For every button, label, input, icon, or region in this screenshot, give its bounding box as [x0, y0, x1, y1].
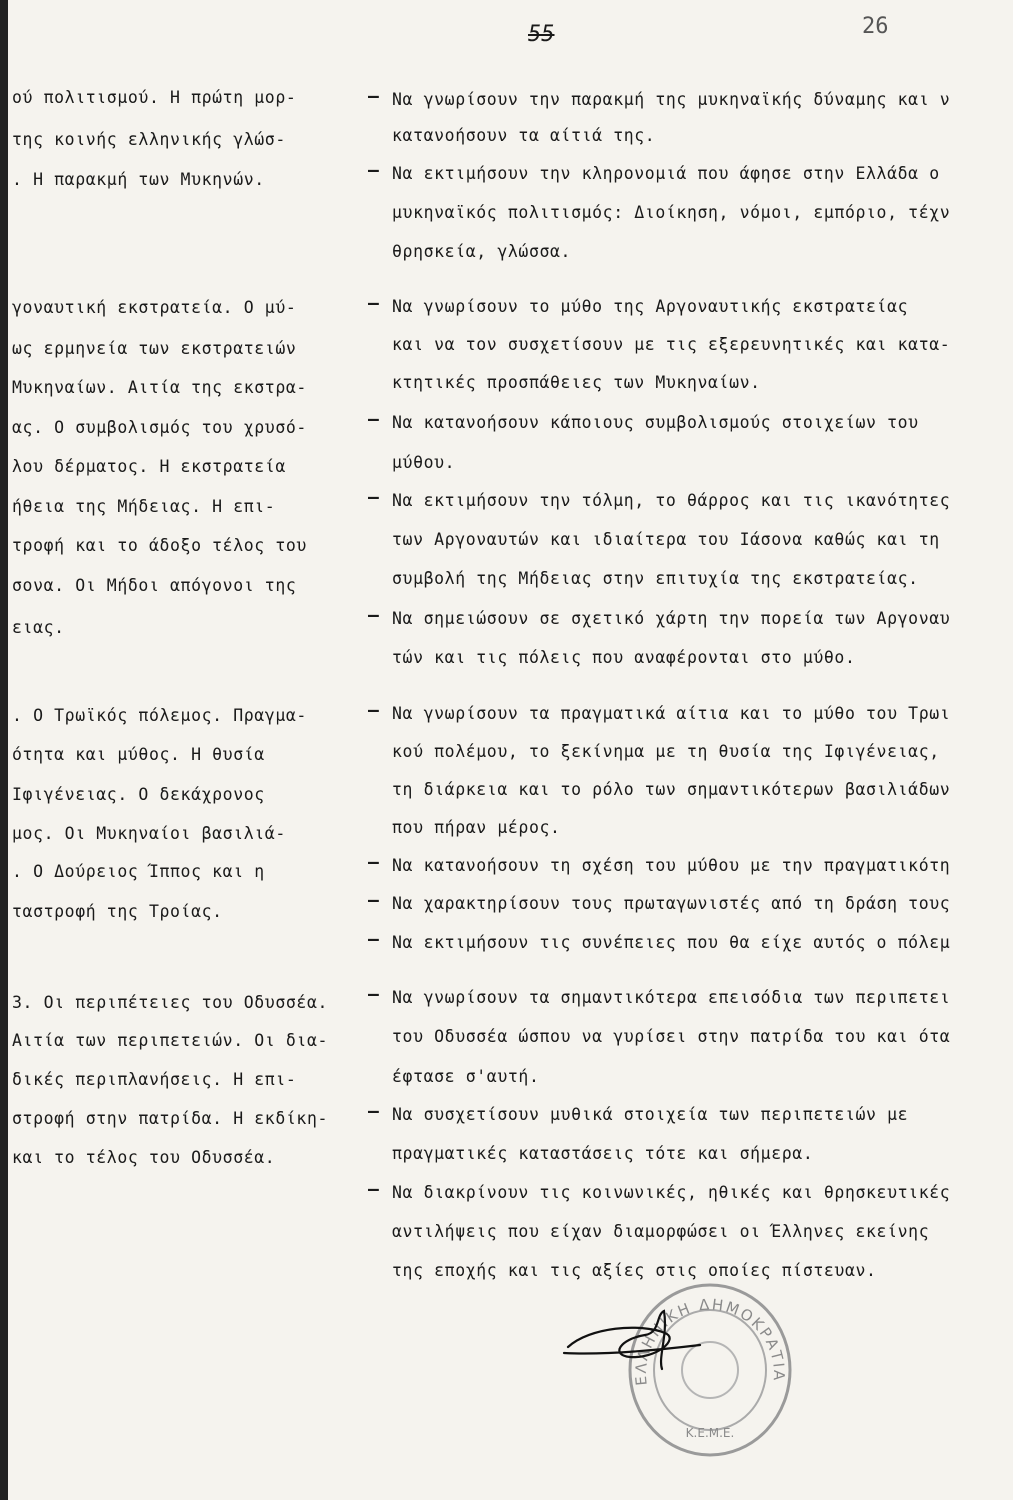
left-line: ειας.	[12, 618, 65, 637]
right-line: κτητικές προσπάθειες των Μυκηναίων.	[392, 373, 761, 392]
right-line: της εποχής και τις αξίες στις οποίες πίστευαν.	[392, 1261, 877, 1280]
left-line: ήθεια της Μήδειας. Η επι-	[12, 497, 276, 516]
right-line: και να τον συσχετίσουν με τις εξερευνητικές και κατα-	[392, 335, 951, 354]
bullet-dash: –	[368, 1179, 379, 1200]
right-line: των Αργοναυτών και ιδιαίτερα του Ιάσονα καθώς και τη	[392, 530, 940, 549]
right-line: Να γνωρίσουν τα σημαντικότερα επεισόδια των περιπετει	[392, 988, 951, 1007]
left-line: δικές περιπλανήσεις. Η επι-	[12, 1070, 297, 1089]
bullet-dash: –	[368, 409, 379, 430]
right-line: κατανοήσουν τα αίτιά της.	[392, 126, 656, 145]
left-line: ως ερμηνεία των εκστρατειών	[12, 339, 297, 358]
left-line: 3. Οι περιπέτειες του Οδυσσέα.	[12, 993, 329, 1012]
stamp-bottom-text: Κ.Ε.Μ.Ε.	[685, 1426, 735, 1440]
left-line: σονα. Οι Μήδοι απόγονοι της	[12, 576, 297, 595]
right-line: του Οδυσσέα ώσπου να γυρίσει στην πατρίδα του και ότα	[392, 1027, 951, 1046]
right-line: Να εκτιμήσουν την τόλμη, το θάρρος και τις ικανότητες	[392, 491, 951, 510]
left-line: μος. Οι Μυκηναίοι βασιλιά-	[12, 824, 286, 843]
right-line: τών και τις πόλεις που αναφέρονται στο μύθο.	[392, 648, 856, 667]
right-line: Να γνωρίσουν τα πραγματικά αίτια και το μύθο του Τρωι	[392, 704, 951, 723]
corner-number: 26	[862, 14, 889, 39]
stamp-outer-text: ΕΛΛΗΝΙΚΗ ΔΗΜΟΚΡΑΤΙΑ	[631, 1295, 789, 1387]
right-line: συμβολή της Μήδειας στην επιτυχία της εκστρατείας.	[392, 569, 919, 588]
left-line: . Ο Δούρειος Ίππος και η	[12, 862, 265, 881]
left-line: στροφή στην πατρίδα. Η εκδίκη-	[12, 1109, 329, 1128]
right-line: κού πολέμου, το ξεκίνημα με τη θυσία της Ιφιγένειας,	[392, 742, 940, 761]
left-line: Μυκηναίων. Αιτία της εκστρα-	[12, 378, 307, 397]
right-line: που πήραν μέρος.	[392, 818, 561, 837]
signature	[560, 1305, 710, 1389]
right-line: Να συσχετίσουν μυθικά στοιχεία των περιπετειών με	[392, 1105, 909, 1124]
right-line: αντιλήψεις που είχαν διαμορφώσει οι Έλληνες εκείνης	[392, 1222, 930, 1241]
left-line: και το τέλος του Οδυσσέα.	[12, 1148, 276, 1167]
left-line: Αιτία των περιπετειών. Οι δια-	[12, 1031, 329, 1050]
bullet-dash: –	[368, 929, 379, 950]
right-line: Να σημειώσουν σε σχετικό χάρτη την πορεία των Αργοναυ	[392, 609, 951, 628]
left-line: λου δέρματος. Η εκστρατεία	[12, 457, 286, 476]
right-line: τη διάρκεια και το ρόλο των σημαντικότερων βασιλιάδων	[392, 780, 951, 799]
right-line: έφτασε σ'αυτή.	[392, 1067, 540, 1086]
bullet-dash: –	[368, 160, 379, 181]
right-line: Να εκτιμήσουν τις συνέπειες που θα είχε αυτός ο πόλεμ	[392, 933, 951, 952]
bullet-dash: –	[368, 86, 379, 107]
right-line: Να εκτιμήσουν την κληρονομιά που άφησε στην Ελλάδα ο	[392, 164, 940, 183]
left-line: της κοινής ελληνικής γλώσ-	[12, 130, 286, 149]
left-line: ότητα και μύθος. Η θυσία	[12, 745, 265, 764]
right-line: πραγματικές καταστάσεις τότε και σήμερα.	[392, 1144, 814, 1163]
right-line: Να κατανοήσουν τη σχέση του μύθου με την πραγματικότη	[392, 856, 951, 875]
left-line: ταστροφή της Τροίας.	[12, 902, 223, 921]
binding-edge	[0, 0, 8, 1500]
left-line: ού πολιτισμού. Η πρώτη μορ-	[12, 88, 297, 107]
right-line: Να γνωρίσουν το μύθο της Αργοναυτικής εκστρατείας	[392, 297, 909, 316]
right-line: μύθου.	[392, 453, 456, 472]
bullet-dash: –	[368, 852, 379, 873]
bullet-dash: –	[368, 605, 379, 626]
bullet-dash: –	[368, 293, 379, 314]
bullet-dash: –	[368, 487, 379, 508]
left-line: Ιφιγένειας. Ο δεκάχρονος	[12, 785, 265, 804]
right-line: μυκηναϊκός πολιτισμός: Διοίκηση, νόμοι, εμπόριο, τέχν	[392, 203, 951, 222]
page-number: 55	[528, 22, 555, 47]
left-line: γοναυτική εκστρατεία. Ο μύ-	[12, 298, 297, 317]
left-line: τροφή και το άδοξο τέλος του	[12, 536, 307, 555]
bullet-dash: –	[368, 1101, 379, 1122]
left-line: . Ο Τρωϊκός πόλεμος. Πραγμα-	[12, 706, 307, 725]
right-line: Να χαρακτηρίσουν τους πρωταγωνιστές από τη δράση τους	[392, 894, 951, 913]
right-line: Να γνωρίσουν την παρακμή της μυκηναϊκής δύναμης και ν	[392, 90, 951, 109]
bullet-dash: –	[368, 700, 379, 721]
bullet-dash: –	[368, 890, 379, 911]
right-line: Να κατανοήσουν κάποιους συμβολισμούς στοιχείων του	[392, 413, 919, 432]
bullet-dash: –	[368, 984, 379, 1005]
left-line: . Η παρακμή των Μυκηνών.	[12, 170, 265, 189]
right-line: Να διακρίνουν τις κοινωνικές, ηθικές και θρησκευτικές	[392, 1183, 951, 1202]
left-line: ας. Ο συμβολισμός του χρυσό-	[12, 418, 307, 437]
right-line: θρησκεία, γλώσσα.	[392, 242, 572, 261]
